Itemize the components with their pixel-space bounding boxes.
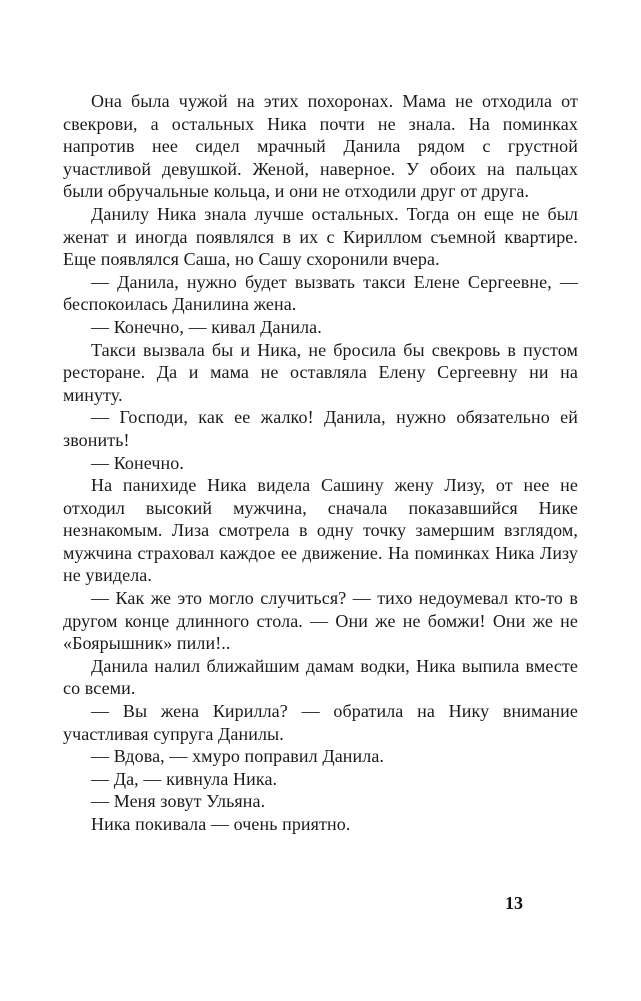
paragraph-dialogue: — Вдова, — хмуро поправил Данила. xyxy=(91,746,385,767)
paragraph-dialogue: — Вы жена Кирилла? — обратила на Нику внимание участливая супруга Данилы. xyxy=(63,701,578,744)
paragraph: Данилу Ника знала лучше остальных. Тогда он еще не был женат и иногда появлялся в их с Кириллом съемной квартире. Еще появлялся Саша, но Сашу схоронили вчера. xyxy=(63,203,578,270)
paragraph-dialogue: — Как же это могло случиться? — тихо недоумевал кто-то в другом конце длинного стола. — Они же не бомжи! Они же не «Боярышник» пили!.. xyxy=(63,588,578,654)
paragraph: Ника покивала — очень приятно. xyxy=(91,814,351,834)
paragraph: На панихиде Ника видела Сашину жену Лизу, от нее не отходил высокий мужчина, сначала показавшийся Нике незнакомым. Лиза смотрела в одну точку замершим взглядом, мужчина страховал каждое ее движение. На поминках Ника Лизу не увидела. xyxy=(63,475,578,586)
paragraph: Такси вызвала бы и Ника, не бросила бы свекровь в пустом ресторане. Да и мама не оставляла Елену Сергеевну ни на минуту. xyxy=(63,339,578,405)
paragraph-dialogue: — Да, — кивнула Ника. xyxy=(91,768,278,789)
paragraph: Она была чужой на этих похоронах. Мама не отходила от свекрови, а остальных Ника почти не знала. На поминках напротив нее сидел мрачный Данила рядом с грустной участливой девушкой. Женой, наверное. У обоих на пальцах были обручальные кольца, и они не отходили друг от друга. xyxy=(63,91,578,202)
paragraph-dialogue: — Конечно. xyxy=(91,452,184,473)
paragraph: Данила налил ближайшим дамам водки, Ника выпила вместе со всеми. xyxy=(63,655,578,699)
paragraph-dialogue: — Меня зовут Ульяна. xyxy=(91,791,266,812)
paragraph-dialogue: — Данила, нужно будет вызвать такси Елене Сергеевне, — беспокоилась Данилина жена. xyxy=(63,271,578,315)
page-number: 13 xyxy=(505,893,523,913)
paragraph-dialogue: — Господи, как ее жалко! Данила, нужно обязательно ей звонить! xyxy=(63,407,578,450)
page-text-block xyxy=(63,90,578,836)
paragraph-dialogue: — Конечно, — кивал Данила. xyxy=(91,316,322,337)
